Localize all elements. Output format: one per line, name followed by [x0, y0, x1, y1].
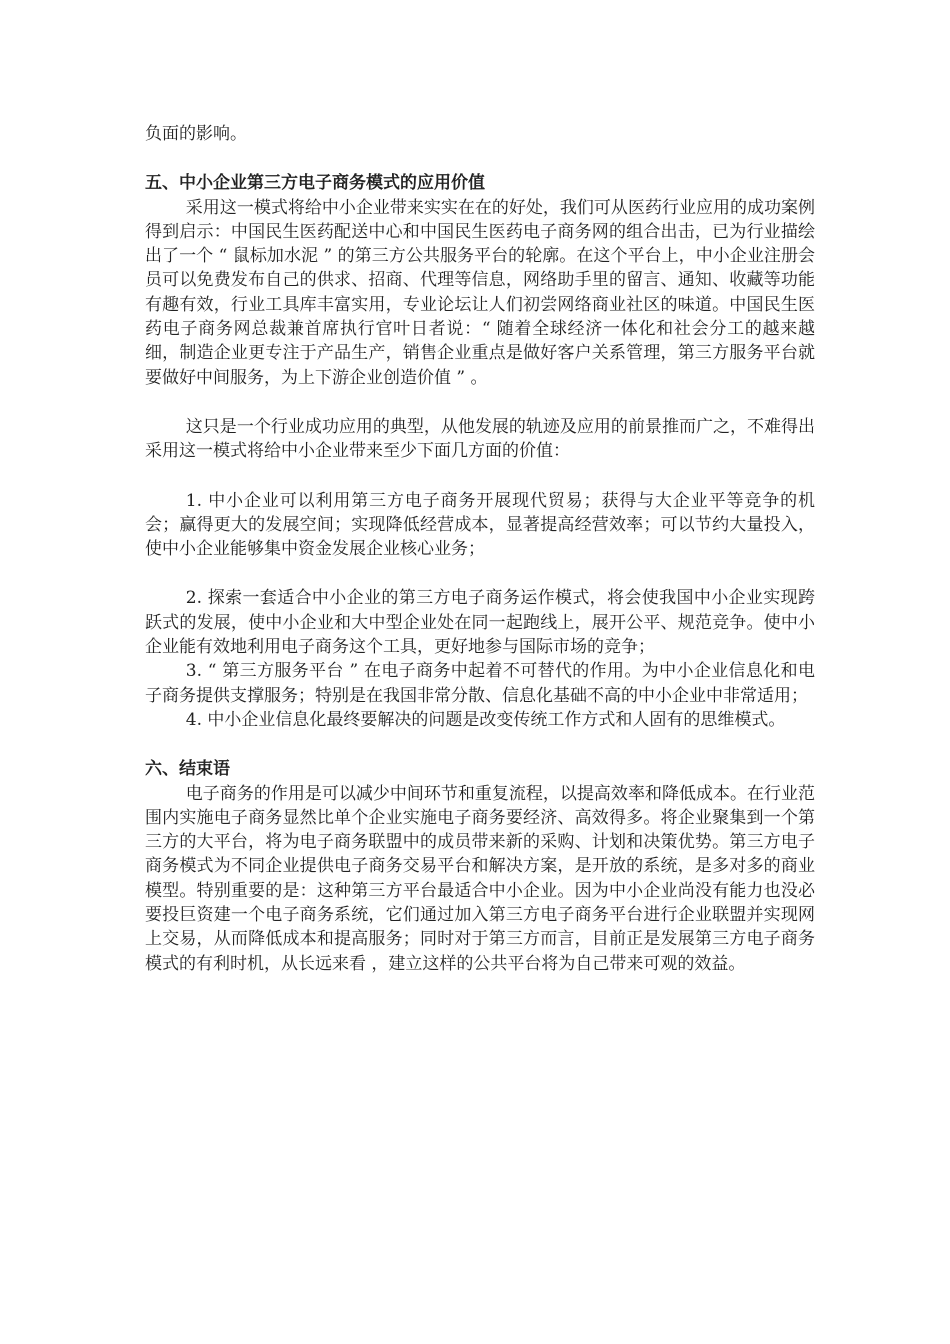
spacer — [145, 464, 815, 489]
opening-fragment: 负面的影响。 — [145, 124, 247, 144]
section-5-paragraph-2: 这只是一个行业成功应用的典型，从他发展的轨迹及应用的前景推而广之，不难得出采用这一模式将给中小企业带来至少下面几方面的价值： — [145, 416, 815, 462]
document-page — [145, 122, 815, 976]
section-6-paragraph-1: 电子商务的作用是可以减少中间环节和重复流程，以提高效率和降低成本。在行业范围内实施电子商务显然比单个企业实施电子商务要经济、高效得多。将企业聚集到一个第三方的大平台，将为电子商务联盟中的成员带来新的采购、计划和决策优势。第三方电子商务模式为不同企业提供电子商务交易平台和解决方案，是开放的系统，是多对多的商业模型。特别重要的是：这种第三方平台最适合中小企业。因为中小企业尚没有能力也没必要投巨资建一个电子商务系统，它们通过加入第三方电子商务平台进行企业联盟并实现网上交易，从而降低成本和提高服务；同时对于第三方而言，目前正是发展第三方电子商务模式的有利时机，从长远来看 ，建立这样的公共平台将为自己带来可观的效益。 — [145, 783, 815, 974]
list-item-3: 3. “ 第三方服务平台 ” 在电子商务中起着不可替代的作用。为中小企业信息化和电子商务提供支撑服务；特别是在我国非常分散、信息化基础不高的中小企业中非常适用； — [145, 661, 815, 706]
list-item-2: 2. 探索一套适合中小企业的第三方电子商务运作模式，将会使我国中小企业实现跨跃式的发展，使中小企业和大中型企业处在同一起跑线上，展开公平、规范竞争。使中小企业能有效地利用电子商务这个工具，更好地参与国际市场的竞争； — [145, 588, 815, 658]
spacer — [145, 390, 815, 415]
spacer — [145, 561, 815, 586]
spacer — [145, 146, 815, 171]
section-6-heading: 六、结束语 — [145, 759, 230, 780]
section-5-paragraph-1: 采用这一模式将给中小企业带来实实在在的好处，我们可从医药行业应用的成功案例得到启示：中国民生医药配送中心和中国民生医药电子商务网的组合出击，已为行业描绘出了一个 “ 鼠标加水泥 ” 的第三方公共服务平台的轮廓。在这个平台上，中小企业注册会员可以免费发布自己的供求、招商、代理等信息，网络助手里的留言、通知、收藏等功能有趣有效，行业工具库丰富实用，专业论坛让人们初尝网络商业社区的味道。中国民生医药电子商务网总裁兼首席执行官叶日者说：“ 随着全球经济一体化和社会分工的越来越细，制造企业更专注于产品生产，销售企业重点是做好客户关系管理，第三方服务平台就要做好中间服务，为上下游企业创造价值 ” 。 — [145, 197, 815, 388]
spacer — [145, 732, 815, 757]
section-5-heading: 五、中小企业第三方电子商务模式的应用价值 — [145, 173, 485, 194]
list-item-1: 1. 中小企业可以利用第三方电子商务开展现代贸易；获得与大企业平等竞争的机会；赢得更大的发展空间；实现降低经营成本，显著提高经营效率；可以节约大量投入，使中小企业能够集中资金发展企业核心业务； — [145, 490, 815, 560]
list-item-4: 4. 中小企业信息化最终要解决的问题是改变传统工作方式和人固有的思维模式。 — [185, 709, 786, 730]
